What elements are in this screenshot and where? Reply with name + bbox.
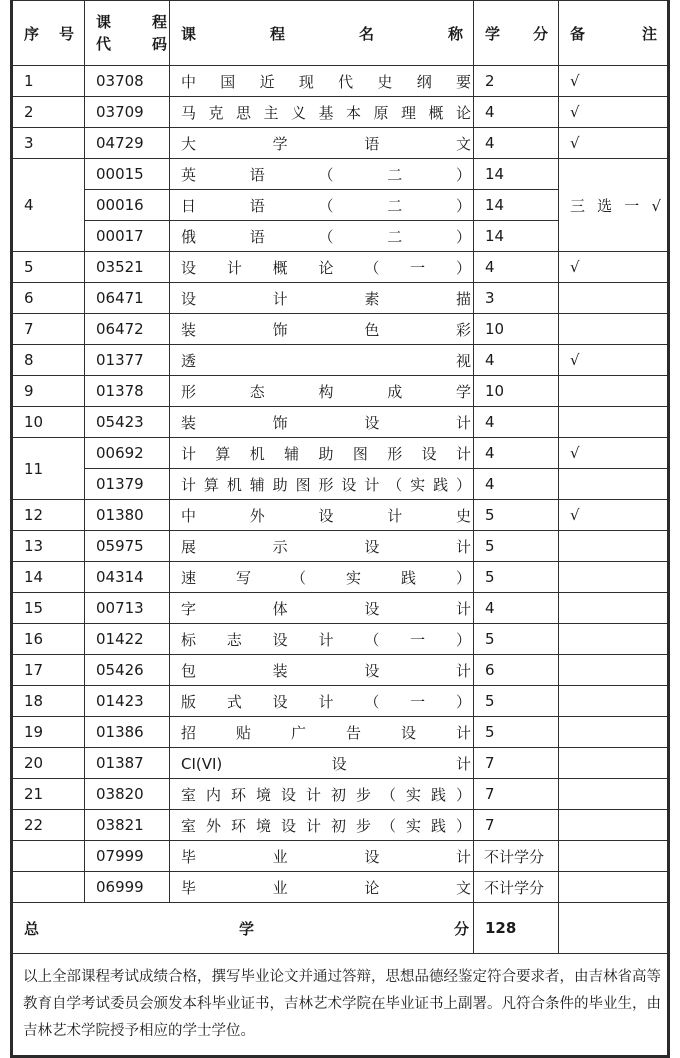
cell-name: 设计概论（一） (170, 252, 474, 283)
cell-remark (559, 283, 669, 314)
cell-remark: √ (559, 500, 669, 531)
table-row (12, 717, 669, 748)
cell-credit: 5 (474, 686, 559, 717)
cell-seq: 10 (12, 407, 85, 438)
cell-code: 06472 (85, 314, 170, 345)
cell-remark (559, 841, 669, 872)
table-header-row (12, 1, 669, 66)
cell-credit: 4 (474, 469, 559, 500)
header-course-name: 课 程 名 称 (170, 1, 474, 66)
cell-code: 00016 (85, 190, 170, 221)
cell-name: 字体设计 (170, 593, 474, 624)
header-seq: 序 号 (12, 1, 85, 66)
cell-seq (12, 841, 85, 872)
cell-remark: √ (559, 438, 669, 469)
cell-credit: 14 (474, 159, 559, 190)
cell-credit: 7 (474, 779, 559, 810)
cell-seq: 16 (12, 624, 85, 655)
cell-seq: 14 (12, 562, 85, 593)
cell-code: 01422 (85, 624, 170, 655)
cell-name: CI(VI)设计 (170, 748, 474, 779)
table-row (12, 128, 669, 159)
cell-remark (559, 531, 669, 562)
cell-remark (559, 593, 669, 624)
cell-name: 室内环境设计初步（实践） (170, 779, 474, 810)
table-row (12, 655, 669, 686)
cell-name: 展示设计 (170, 531, 474, 562)
course-table-container (10, 0, 667, 1058)
cell-credit: 4 (474, 407, 559, 438)
table-row (12, 562, 669, 593)
header-credit: 学 分 (474, 1, 559, 66)
cell-credit: 4 (474, 593, 559, 624)
cell-credit: 4 (474, 438, 559, 469)
cell-code: 01379 (85, 469, 170, 500)
cell-remark (559, 562, 669, 593)
cell-seq: 5 (12, 252, 85, 283)
cell-credit: 5 (474, 717, 559, 748)
table-row (12, 66, 669, 97)
cell-name: 室外环境设计初步（实践） (170, 810, 474, 841)
cell-credit: 10 (474, 376, 559, 407)
cell-remark (559, 407, 669, 438)
cell-code: 05975 (85, 531, 170, 562)
cell-credit: 5 (474, 624, 559, 655)
cell-name: 俄语（二） (170, 221, 474, 252)
header-course-code (85, 1, 170, 66)
cell-seq: 4 (12, 159, 85, 252)
table-row (12, 314, 669, 345)
table-row (12, 97, 669, 128)
table-row (12, 748, 669, 779)
cell-code: 01386 (85, 717, 170, 748)
cell-name: 速写（实践） (170, 562, 474, 593)
cell-name: 版式设计（一） (170, 686, 474, 717)
cell-seq: 8 (12, 345, 85, 376)
cell-code: 05423 (85, 407, 170, 438)
cell-seq: 7 (12, 314, 85, 345)
cell-credit: 5 (474, 500, 559, 531)
cell-remark (559, 717, 669, 748)
cell-remark (559, 314, 669, 345)
cell-name: 中国近现代史纲要 (170, 66, 474, 97)
cell-seq: 2 (12, 97, 85, 128)
cell-remark (559, 376, 669, 407)
cell-name: 计算机辅助图形设计（实践） (170, 469, 474, 500)
cell-name: 毕业设计 (170, 841, 474, 872)
cell-code: 04314 (85, 562, 170, 593)
cell-seq: 12 (12, 500, 85, 531)
table-row (12, 283, 669, 314)
header-code-line1: 课 程 (96, 13, 167, 31)
cell-remark: √ (559, 128, 669, 159)
cell-name: 形态构成学 (170, 376, 474, 407)
graduation-note: 以上全部课程考试成绩合格，撰写毕业论文并通过答辩，思想品德经鉴定符合要求者，由吉林省高等教育自学考试委员会颁发本科毕业证书，吉林艺术学院在毕业证书上副署。凡符合条件的毕业生，由吉林艺术学院授予相应的学士学位。 (23, 969, 661, 1039)
cell-remark (559, 748, 669, 779)
cell-credit: 10 (474, 314, 559, 345)
table-row (12, 500, 669, 531)
cell-code: 01377 (85, 345, 170, 376)
cell-name: 马克思主义基本原理概论 (170, 97, 474, 128)
cell-credit: 4 (474, 128, 559, 159)
cell-code: 01423 (85, 686, 170, 717)
cell-code: 01380 (85, 500, 170, 531)
table-row (12, 469, 669, 500)
cell-seq: 11 (12, 438, 85, 500)
table-row (12, 624, 669, 655)
cell-name: 设计素描 (170, 283, 474, 314)
cell-seq: 21 (12, 779, 85, 810)
cell-code: 05426 (85, 655, 170, 686)
cell-code: 00015 (85, 159, 170, 190)
table-row (12, 593, 669, 624)
cell-remark: √ (559, 97, 669, 128)
cell-code: 01387 (85, 748, 170, 779)
cell-credit: 5 (474, 531, 559, 562)
note-row (12, 954, 669, 1057)
table-row (12, 531, 669, 562)
cell-name: 装饰色彩 (170, 314, 474, 345)
cell-code: 04729 (85, 128, 170, 159)
table-row (12, 810, 669, 841)
table-row (12, 407, 669, 438)
header-remark: 备 注 (559, 1, 669, 66)
cell-remark: √ (559, 252, 669, 283)
cell-name: 透视 (170, 345, 474, 376)
cell-name: 计算机辅助图形设计 (170, 438, 474, 469)
cell-seq: 13 (12, 531, 85, 562)
cell-remark: √ (559, 66, 669, 97)
table-row (12, 841, 669, 872)
cell-remark (559, 469, 669, 500)
table-row (12, 686, 669, 717)
total-label: 总 学 分 (12, 903, 474, 954)
cell-remark: 三选一√ (559, 159, 669, 252)
cell-credit: 14 (474, 221, 559, 252)
cell-seq: 9 (12, 376, 85, 407)
cell-remark: √ (559, 345, 669, 376)
cell-code: 07999 (85, 841, 170, 872)
cell-name: 日语（二） (170, 190, 474, 221)
cell-seq (12, 872, 85, 903)
total-credit: 128 (474, 903, 559, 954)
cell-code: 06471 (85, 283, 170, 314)
cell-name: 招贴广告设计 (170, 717, 474, 748)
cell-remark (559, 810, 669, 841)
cell-code: 03821 (85, 810, 170, 841)
cell-seq: 6 (12, 283, 85, 314)
cell-seq: 18 (12, 686, 85, 717)
table-row (12, 345, 669, 376)
cell-code: 01378 (85, 376, 170, 407)
cell-code: 00017 (85, 221, 170, 252)
cell-seq: 3 (12, 128, 85, 159)
cell-remark (559, 624, 669, 655)
cell-code: 03820 (85, 779, 170, 810)
cell-credit: 3 (474, 283, 559, 314)
cell-credit: 不计学分 (474, 872, 559, 903)
cell-credit: 2 (474, 66, 559, 97)
cell-seq: 17 (12, 655, 85, 686)
course-table (10, 0, 670, 1058)
cell-name: 包装设计 (170, 655, 474, 686)
cell-name: 装饰设计 (170, 407, 474, 438)
header-code-line2: 代 码 (96, 35, 167, 53)
cell-remark (559, 686, 669, 717)
cell-remark (559, 872, 669, 903)
cell-name: 标志设计（一） (170, 624, 474, 655)
cell-code: 03709 (85, 97, 170, 128)
cell-credit: 7 (474, 810, 559, 841)
cell-seq: 15 (12, 593, 85, 624)
table-row (12, 252, 669, 283)
table-row (12, 779, 669, 810)
cell-credit: 14 (474, 190, 559, 221)
cell-code: 00692 (85, 438, 170, 469)
cell-seq: 1 (12, 66, 85, 97)
cell-code: 03521 (85, 252, 170, 283)
cell-credit: 5 (474, 562, 559, 593)
table-row (12, 438, 669, 469)
cell-seq: 20 (12, 748, 85, 779)
cell-seq: 22 (12, 810, 85, 841)
table-row (12, 159, 669, 190)
cell-remark (559, 655, 669, 686)
total-remark (559, 903, 669, 954)
cell-name: 中外设计史 (170, 500, 474, 531)
note-cell (12, 954, 669, 1057)
cell-name: 大学语文 (170, 128, 474, 159)
cell-code: 03708 (85, 66, 170, 97)
cell-remark (559, 779, 669, 810)
table-row (12, 376, 669, 407)
cell-credit: 4 (474, 252, 559, 283)
cell-credit: 不计学分 (474, 841, 559, 872)
total-row (12, 903, 669, 954)
cell-code: 00713 (85, 593, 170, 624)
cell-credit: 4 (474, 97, 559, 128)
cell-name: 毕业论文 (170, 872, 474, 903)
cell-credit: 7 (474, 748, 559, 779)
cell-name: 英语（二） (170, 159, 474, 190)
cell-seq: 19 (12, 717, 85, 748)
cell-credit: 6 (474, 655, 559, 686)
cell-code: 06999 (85, 872, 170, 903)
cell-credit: 4 (474, 345, 559, 376)
table-row (12, 872, 669, 903)
